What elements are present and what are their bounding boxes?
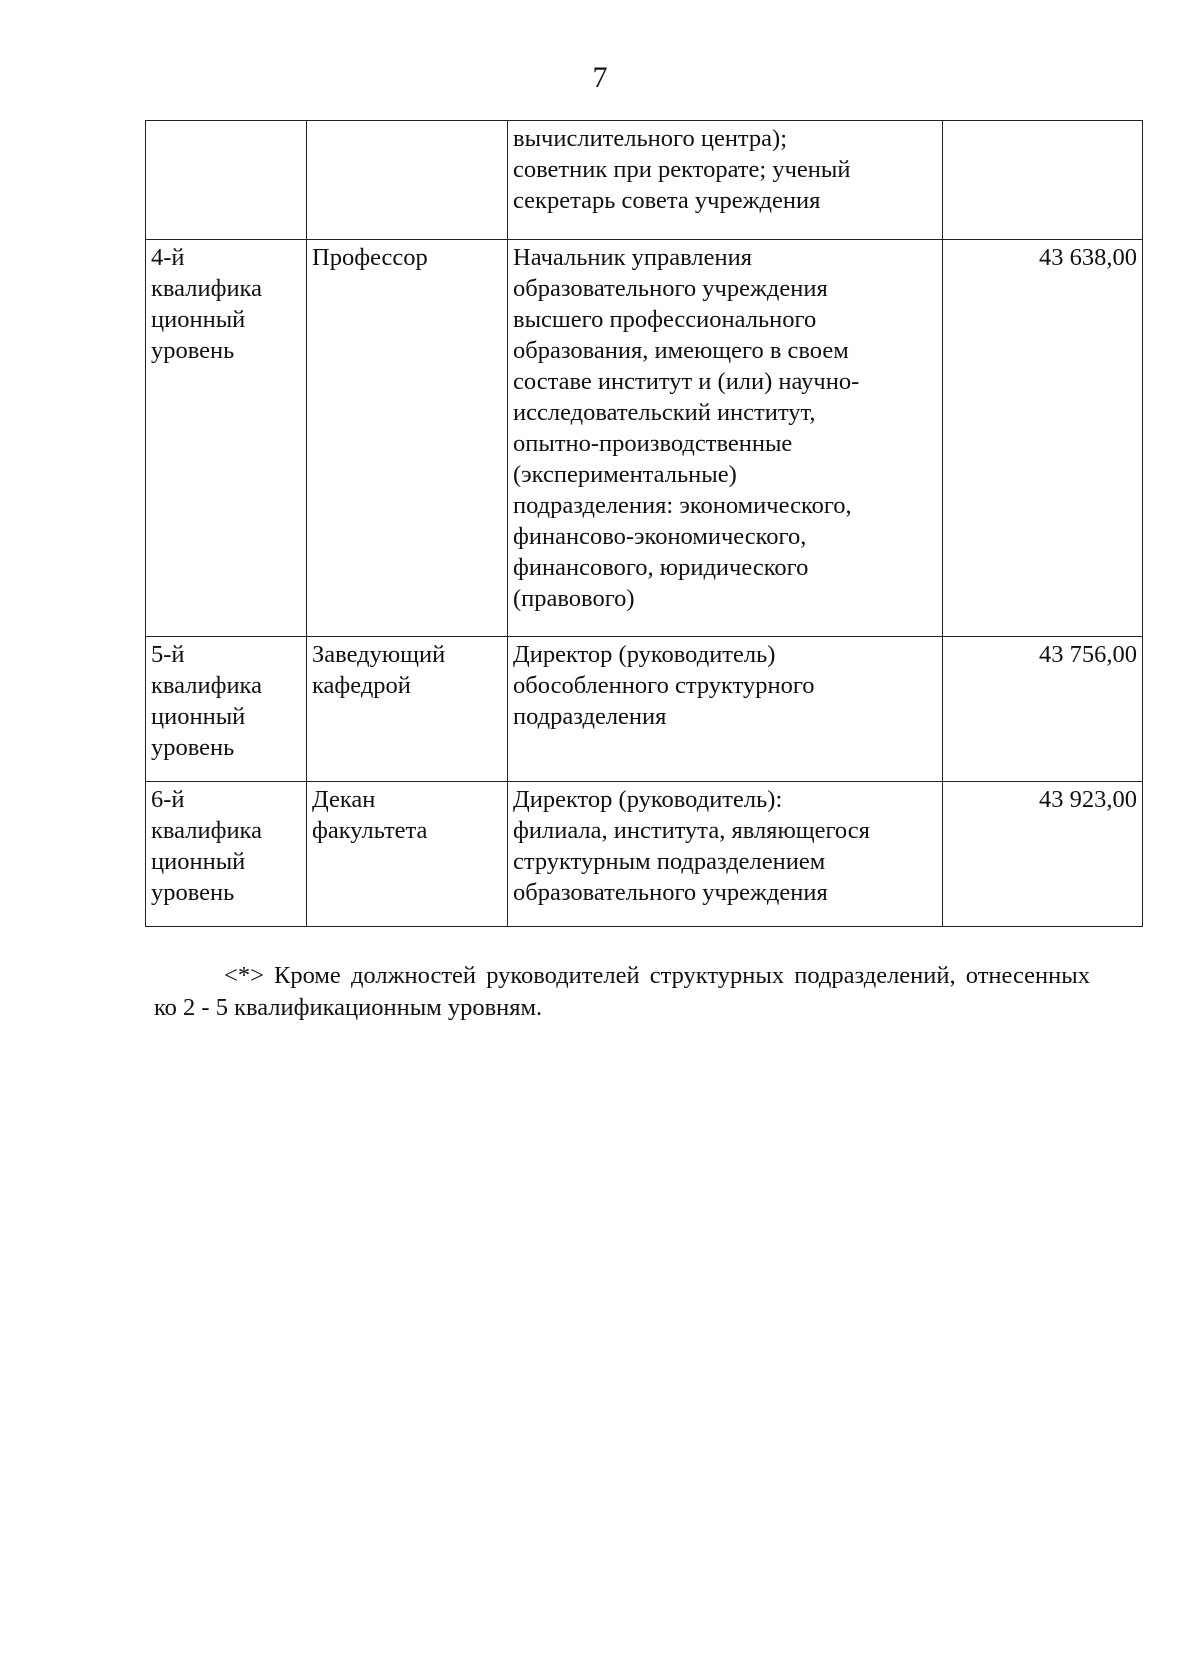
position-cell <box>307 782 508 927</box>
salary-cell <box>943 782 1143 927</box>
position-cell <box>307 240 508 637</box>
page-number: 7 <box>592 61 608 94</box>
qualification-table <box>145 120 1143 927</box>
position-text: Заведующий кафедрой <box>312 641 446 699</box>
level-cell <box>146 121 307 240</box>
level-text: 4-й квалифика ционный уровень <box>151 244 262 364</box>
salary-cell <box>943 637 1143 782</box>
table-row <box>146 782 1143 927</box>
salary-cell <box>943 240 1143 637</box>
level-cell <box>146 782 307 927</box>
description-text: Директор (руководитель) обособленного структурного подразделения <box>513 641 815 730</box>
footnote: <*> Кроме должностей руководителей структурных подразделений, отнесенных ко 2 - 5 квалификационным уровням. <box>154 962 1090 1021</box>
level-text: 6-й квалифика ционный уровень <box>151 786 262 906</box>
table-row <box>146 121 1143 240</box>
table-row <box>146 240 1143 637</box>
description-cell <box>508 121 943 240</box>
description-text: Начальник управления образовательного учреждения высшего профессионального образования, имеющего в своем составе институт и (или) научно- исследовательский институт, опытно-производственные (экспериментальные) подразделения: экономического, финансово-экономического, финансового, юридического (правового) <box>513 244 860 612</box>
salary-text: 43 638,00 <box>1039 244 1137 271</box>
level-text: 5-й квалифика ционный уровень <box>151 641 262 761</box>
description-cell <box>508 240 943 637</box>
description-cell <box>508 782 943 927</box>
salary-text: 43 756,00 <box>1039 641 1137 668</box>
level-cell <box>146 637 307 782</box>
level-cell <box>146 240 307 637</box>
salary-cell <box>943 121 1143 240</box>
position-cell <box>307 637 508 782</box>
position-text: Профессор <box>312 244 428 271</box>
description-text: Директор (руководитель): филиала, института, являющегося структурным подразделением образовательного учреждения <box>513 786 870 906</box>
table-row <box>146 637 1143 782</box>
position-text: Декан факультета <box>312 786 428 844</box>
description-cell <box>508 637 943 782</box>
position-cell <box>307 121 508 240</box>
description-text: вычислительного центра); советник при ректорате; ученый секретарь совета учреждения <box>513 125 851 214</box>
salary-text: 43 923,00 <box>1039 786 1137 813</box>
